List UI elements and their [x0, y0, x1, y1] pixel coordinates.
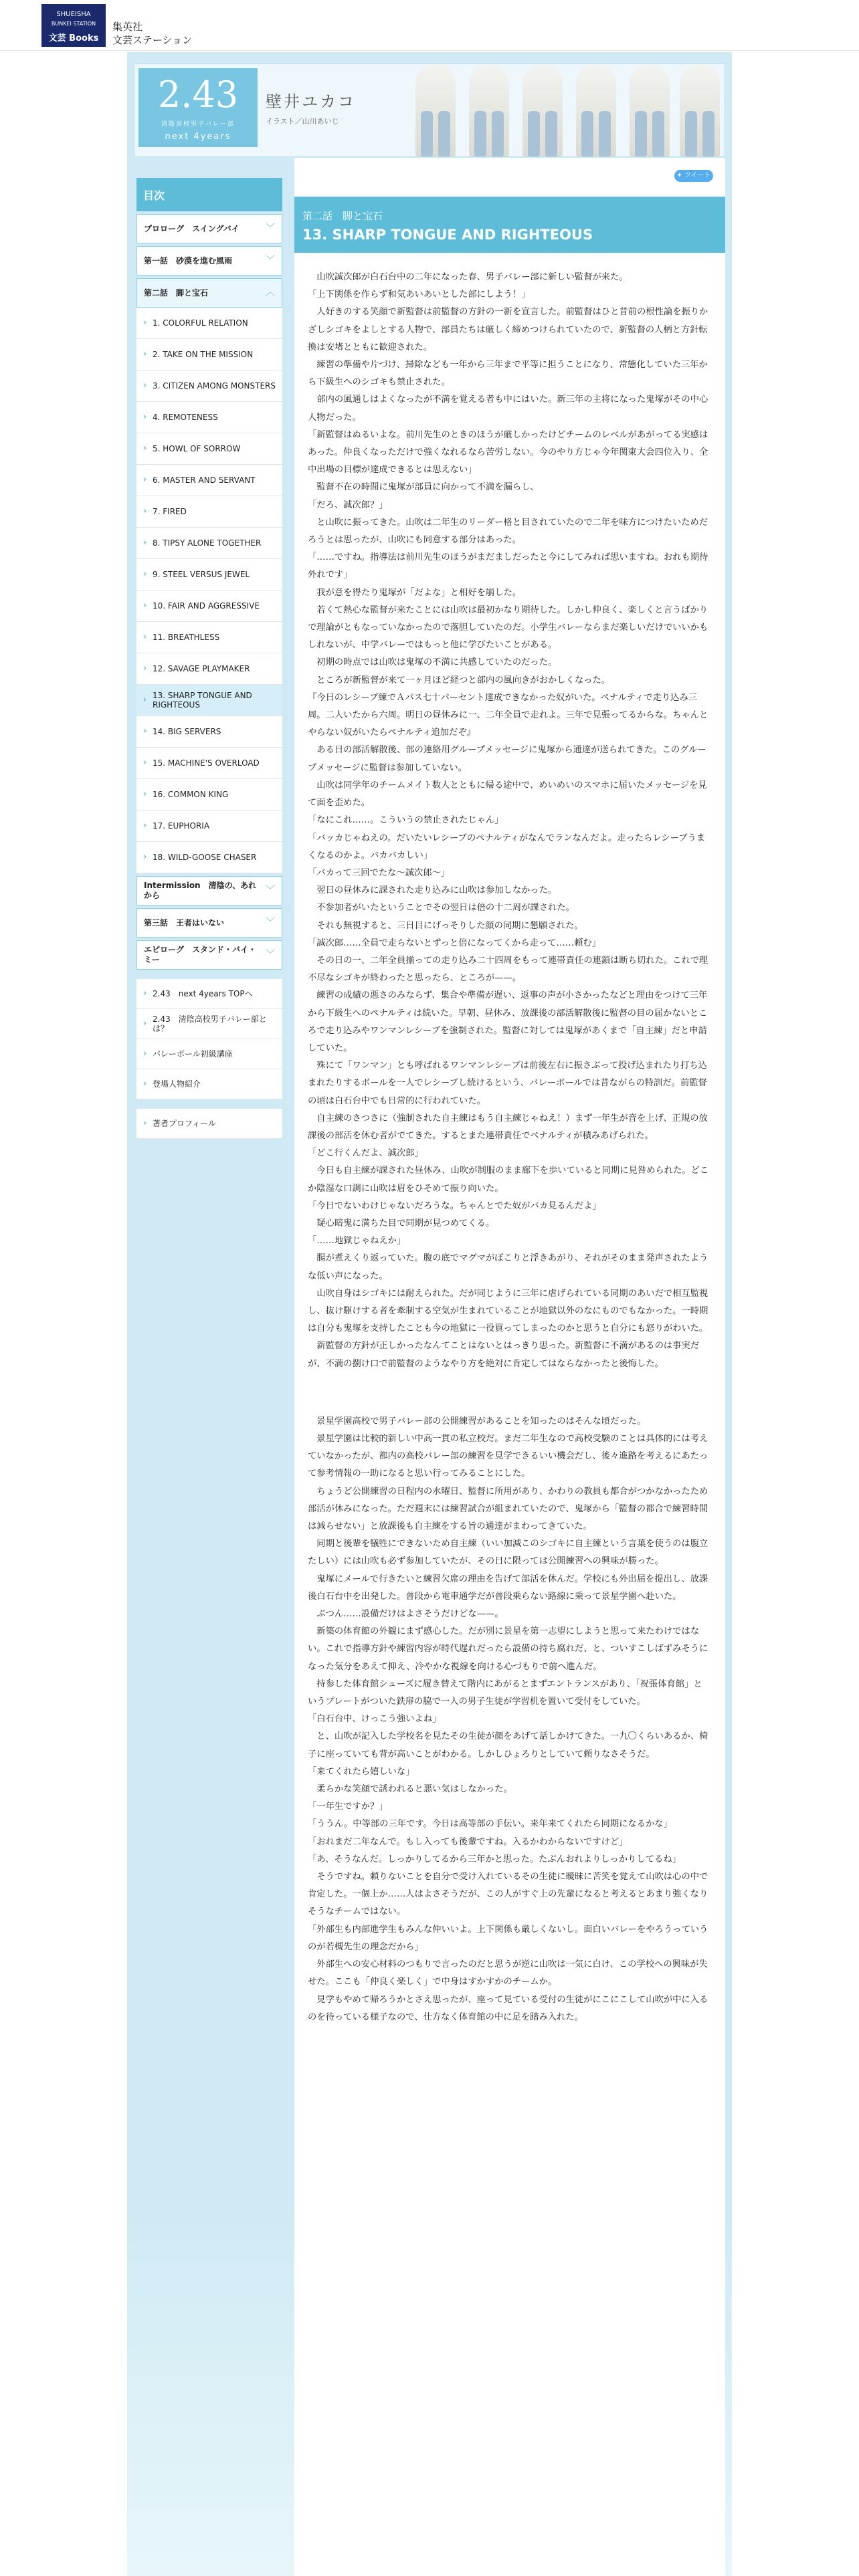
body-paragraph: 『今日のレシーブ練でＡパス七十パーセント達成できなかった奴がいた。ペナルティで走り込み三周。二人いたから六周。明日の昼休みに一、二年全員で走れよ。三年で見張ってるからな。ちゃんとやらない奴がいたらペナルティ追加だぞ』 — [308, 692, 708, 738]
chevron-right-icon: › — [143, 1049, 147, 1059]
toc-episode-item[interactable] — [136, 748, 282, 779]
body-paragraph: 同期と後輩を犠牲にできないため自主練（いい加減このシゴキに自主練という言葉を使うのは腹立たしい）には山吹も必ず参加していたが、その日に限っては公開練習への興味が勝った。 — [308, 1539, 708, 1567]
body-paragraph: 「白石台中、けっこう強いよね」 — [308, 1714, 442, 1725]
body-paragraph: 見学もやめて帰ろうかとさえ思ったが、座って見ている受付の生徒がにこにこして山吹が中に入るのを待っている様子なので、仕方なく体育館の中に足を踏み入れた。 — [308, 1994, 708, 2022]
toc-heading: 目次 — [136, 178, 282, 211]
chevron-right-icon: › — [143, 412, 147, 422]
profile-box — [136, 1109, 282, 1139]
logo-text-sub: BUNKEI STATION — [51, 21, 96, 27]
chevron-right-icon: › — [143, 988, 147, 998]
banner-figure — [469, 64, 509, 157]
body-paragraph: 我が意を得たり鬼塚が「だよな」と相好を崩した。 — [308, 587, 522, 598]
twitter-icon: ✦ — [676, 172, 682, 179]
chevron-right-icon: › — [143, 789, 147, 799]
body-paragraph: そうですね。頼りないことを自分で受け入れているその生徒に曖昧に苦笑を覚えて山吹は心の中で肯定した。一個上か……人はよさそうだが、この人がすぐ上の先輩になると考えるとあまり強くなりそうなチームではない。 — [308, 1872, 708, 1917]
toc-section-0[interactable] — [136, 214, 282, 243]
body-paragraph: 人好きのする笑顔で新監督は前監督の方針の一新を宣言した。前監督はひと昔前の根性論を振りかざしシゴキをよしとする人物で、部員たちは厳しく締めつけられていたので、新監督の人柄と方針転換は安堵とともに歓迎された。 — [308, 307, 708, 352]
toc-episode-label: 8. TIPSY ALONE TOGETHER — [153, 538, 262, 548]
toc-episode-label: 13. SHARP TONGUE AND RIGHTEOUS — [153, 691, 252, 710]
banner-figure — [522, 64, 563, 157]
toc-episode-label: 11. BREATHLESS — [153, 633, 220, 642]
toc-episode-item[interactable] — [136, 402, 282, 433]
toc-episode-item[interactable] — [136, 685, 282, 716]
toc-sections-after — [136, 876, 282, 970]
body-paragraph: 「一年生ですか？」 — [308, 1802, 388, 1812]
toc-episode-item[interactable] — [136, 811, 282, 842]
toc-episode-item[interactable] — [136, 716, 282, 748]
toc-section-2[interactable] — [136, 278, 282, 308]
body-paragraph: 「新監督はぬるいよな。前川先生のときのほうが厳しかったけどチームのレベルがあがってる実感はあった。仲良くなっただけで強くなれるなら苦労しない。今のやり方じゃ今年関東大会四位入り、全中出場の目標が達成できるとは思えない」 — [308, 429, 708, 475]
side-links — [136, 979, 282, 1099]
toc-episode-item[interactable] — [136, 779, 282, 811]
toc-episode-label: 6. MASTER AND SERVANT — [153, 475, 256, 485]
body-paragraph: 「バカって三回でたな〜誠次郎〜」 — [308, 867, 450, 878]
chapter-title: 13. SHARP TONGUE AND RIGHTEOUS — [302, 227, 593, 243]
banner-author: 壁井ユカコ — [266, 92, 356, 111]
logo-text-top: SHUEISHA — [56, 11, 91, 18]
logo-text-bottom: 文芸 Books — [48, 33, 99, 43]
chapter-number: 第二話 脚と宝石 — [302, 210, 383, 222]
body-paragraph: 初期の時点では山吹は鬼塚の不満に共感していたのだった。 — [308, 657, 557, 668]
toc-sections — [136, 214, 282, 308]
banner-author-box — [266, 70, 373, 148]
body-paragraph: 「なにこれ……。こういうの禁止されたじゃん」 — [308, 815, 504, 826]
chevron-right-icon: › — [143, 318, 147, 328]
story-body — [308, 269, 709, 2563]
chapter-header — [294, 197, 725, 253]
body-paragraph: 「あ、そうなんだ。しっかりしてるから三年かと思った。たぶんおれよりしっかりしてるね」 — [308, 1854, 681, 1864]
banner-illustrator: イラスト／山川あいじ — [266, 117, 339, 126]
body-paragraph: 自主練のさつさに（強制された自主練はもう自主練じゃねえ！）まず一年生が音を上げ、正規の放課後の部活を休む者がでてきた。するとまた連帯責任でペナルティが積みあげられた。 — [308, 1113, 708, 1141]
body-paragraph: その日の一、二年全員揃っての走り込み二十四周をもって連帯責任の連鎖は断ち切れた。これで理不尽なシゴキが終わったと思ったら、ところが——。 — [308, 955, 708, 984]
body-paragraph: 山吹は同学年のチームメイト数人とともに帰る途中で、めいめいのスマホに届いたメッセージを見て面を歪めた。 — [308, 780, 707, 809]
chevron-right-icon: › — [143, 726, 147, 736]
chevron-down-icon: ﹀ — [266, 949, 275, 960]
body-paragraph: 練習の準備や片づけ、掃除なども一年から三年まで平等に担うことになり、常態化していた三年から下級生へのシゴキも禁止された。 — [308, 360, 708, 388]
chevron-right-icon: › — [143, 443, 147, 453]
body-paragraph: 今日も自主練が課された昼休み、山吹が制服のまま廊下を歩いていると同期に見咎められた。どこか陰湿な口調に山吹は眉をひそめて振り向いた。 — [308, 1166, 709, 1194]
chevron-down-icon: ﹀ — [266, 223, 275, 234]
toc-episode-item[interactable] — [136, 308, 282, 339]
body-paragraph: 殊にて「ワンマン」とも呼ばれるワンマンレシーブは前後左右に振さぶって投げ込まれたり打ち込まれたりするボールを一人でレシーブし続けるという、バレーボールでは昔ながらの特訓だ。前監督の頃は白石台中でも日常的に行われていた。 — [308, 1061, 708, 1106]
body-paragraph: 「おれまだ二年なんで。もし入っても後輩ですね。入るかわからないですけど」 — [308, 1836, 628, 1847]
chevron-up-icon: ︿ — [266, 287, 275, 298]
chevron-down-icon: ﹀ — [266, 255, 275, 266]
banner-figure — [680, 64, 720, 157]
toc-episode-item[interactable] — [136, 496, 282, 528]
author-profile-link[interactable] — [136, 1109, 282, 1139]
body-paragraph: 外部生への安心材料のつもりで言ったのだと思うが逆に山吹は一気に白け、この学校への興味が失せた。ここも「仲良く楽しく」で中身はすかすかのチームか。 — [308, 1959, 708, 1988]
body-paragraph: と山吹に振ってきた。山吹は二年生のリーダー格と目されていたので二年を味方につけたいためだろうとは思ったが、山吹にも同意する部分はあった。 — [308, 517, 708, 546]
toc-section-label: 第三話 王者はいない — [144, 918, 225, 928]
toc-section-1[interactable] — [136, 246, 282, 276]
chevron-right-icon: › — [143, 506, 147, 516]
toc-section-label: エピローグ スタンド・バイ・ミー — [144, 945, 257, 964]
side-link-item[interactable] — [136, 1039, 282, 1069]
chevron-right-icon: › — [143, 1018, 147, 1029]
chevron-down-icon: ﹀ — [266, 917, 275, 928]
body-paragraph: 翌日の昼休みに課された走り込みに山吹は参加しなかった。 — [308, 885, 557, 896]
body-paragraph: 練習の成績の悪さのみならず、集合や準備が遅い、返事の声が小さかったなどと理由をつけて三年から下級生へのペナルティは続いた。早朝、昼休み、放課後の部活解散後に監督の目の届かないところで走り込みやワンマンレシーブを強制された。監督に対しては鬼塚があくまで「自主練」だと申請していた。 — [308, 990, 708, 1053]
chevron-right-icon: › — [143, 381, 147, 391]
body-paragraph: 「誠次郎……全員で走らないとずっと倍になってくから走って……頼む」 — [308, 938, 601, 948]
toc-episode-label: 1. COLORFUL RELATION — [153, 318, 248, 328]
body-paragraph: 監督不在の時間に鬼塚が部員に向かって不満を漏らし、 — [308, 482, 539, 493]
banner-title-box — [138, 68, 258, 147]
site-name-line1: 集英社 — [112, 21, 143, 33]
side-link-item[interactable] — [136, 1069, 282, 1099]
chevron-right-icon: › — [143, 475, 147, 485]
toc-episode-label: 7. FIRED — [153, 507, 187, 516]
body-paragraph: と、山吹が記入した学校名を見たその生徒が顔をあげて話しかけてきた。一九〇くらいあるか、椅子に座っていても背が高いことがわかる。しかしひょろりとしていて頼りなさそうだ。 — [308, 1731, 708, 1759]
toc-episode-item[interactable] — [136, 433, 282, 465]
chevron-right-icon: › — [143, 632, 147, 642]
body-paragraph: 若くて熱心な監督が来たことには山吹は最初かなり期待した。しかし仲良く、楽しくと言うばかりで理論がともなっていなかったので落胆していたのだ。小学生バレーならまだ楽しいだけでいいかもしれないが、中学バレーではもっと他に学びたいことがある。 — [308, 605, 708, 651]
body-paragraph: 景星学園は比較的新しい中高一貫の私立校だ。まだ二年生なので高校受験のことは具体的には考えていなかったが、都内の高校バレー部の練習を見学できるいい機会だし、後々進路を考えるにあたって参考情報の一助になると思い行ってみることにした。 — [308, 1434, 708, 1479]
series-banner[interactable] — [134, 64, 725, 157]
site-name-line2: 文芸ステーション — [112, 34, 193, 46]
chevron-right-icon: › — [143, 569, 147, 579]
toc-section-label: プロローグ スイングバイ — [144, 223, 240, 233]
side-link-item[interactable] — [136, 979, 282, 1009]
body-paragraph: ちょうど公開練習の日程内の水曜日、監督に所用があり、かわりの教員も都合がつかなかったため部活が休みになった。ただ週末には練習試合が組まれていたので、鬼塚から「監督の都合で練習時間は減らせない」と放課後も自主練をする旨の通達がまわってきていた。 — [308, 1486, 708, 1532]
body-paragraph: 「どこ行くんだよ、誠次郎」 — [308, 1148, 423, 1159]
body-paragraph: 不参加者がいたということでその翌日は倍の十二周が課された。 — [308, 903, 575, 914]
body-paragraph: 柔らかな笑顔で誘われると悪い気はしなかった。 — [308, 1784, 512, 1795]
author-profile-link-label: 著者プロフィール — [153, 1119, 216, 1128]
body-paragraph: 「……地獄じゃねえか」 — [308, 1236, 406, 1247]
body-paragraph: 山吹自身はシゴキには耐えられた。だが同じように三年に虐げられている同期のあいだで相互監視し、抜け駆けする者を牽制する空気が生まれていることが地獄以外のなにものでもなかった。一時期は自分も鬼塚を支持したことも今の地獄に一役買ってしまったのかと思うと自分にも怒りがわいた。 — [308, 1288, 708, 1334]
body-paragraph: 腸が煮えくり返っていた。腹の底でマグマがぼこりと浮きあがり、それがそのまま発声されたような低い声になった。 — [308, 1253, 708, 1281]
chevron-right-icon: › — [143, 695, 147, 705]
body-paragraph: 「外部生も内部進学生もみんな仲いいよ。上下関係も厳しくないし。面白いバレーをやろうっていうのが若槻先生の理念だから」 — [308, 1924, 708, 1952]
banner-title: 2.43 — [157, 74, 239, 116]
body-paragraph: 新築の体育館の外観にまず感心した。だが別に景星を第一志望にしようと思って来たわけではない。これで指導方針や練習内容が時代遅れだったら設備の持ち腐れだ、と、ついすこしばずみそうになった気分をあえて抑え、冷やかな視線を向ける心づもりで前へ進んだ。 — [308, 1626, 708, 1672]
site-name[interactable] — [112, 20, 192, 47]
chevron-right-icon: › — [143, 758, 147, 768]
chevron-right-icon: › — [143, 852, 147, 862]
toc-section-after-1[interactable] — [136, 908, 282, 938]
toc-episode-label: 16. COMMON KING — [153, 790, 229, 799]
toc-episode-label: 18. WILD-GOOSE CHASER — [153, 853, 257, 862]
toc-episode-item[interactable] — [136, 653, 282, 685]
toc-episode-label: 12. SAVAGE PLAYMAKER — [153, 664, 250, 673]
chevron-down-icon: ﹀ — [266, 885, 275, 896]
tweet-button-label: ツイート — [684, 172, 711, 179]
body-paragraph: 鬼塚にメールで行きたいと練習欠席の理由を告げて部活を休んだ。学校にも外出届を提出し、放課後白石台中を出発した。普段から電車通学だが普段乗らない路線に乗って景星学園へ赴いた。 — [308, 1574, 708, 1602]
side-link-label: 2.43 next 4years TOPへ — [153, 989, 253, 998]
toc-episode-item[interactable] — [136, 370, 282, 402]
body-paragraph: 部内の風通しはよくなったが不満を覚える者も中にはいた。新三年の主将になった鬼塚がその中心人物だった。 — [308, 395, 708, 423]
toc-episode-label: 5. HOWL OF SORROW — [153, 444, 241, 453]
body-paragraph: 「来てくれたら嬉しいな」 — [308, 1766, 415, 1777]
body-paragraph: 「だろ、誠次郎？」 — [308, 500, 388, 510]
toc-episode-item[interactable] — [136, 622, 282, 653]
toc-section-label: 第一話 砂漠を進む風雨 — [144, 255, 233, 265]
body-paragraph: 「……ですね。指導法は前川先生のほうがまだましだったと今にしてみれば思いますね。おれも期待外れです」 — [308, 552, 708, 580]
side-link-item[interactable] — [136, 1009, 282, 1039]
toc-episode-item[interactable] — [136, 339, 282, 370]
toc-episode-label: 15. MACHINE'S OVERLOAD — [153, 758, 260, 768]
banner-figure — [415, 64, 456, 157]
section-break — [308, 1373, 709, 1413]
body-paragraph: 「ううん。中等部の三年です。今日は高等部の手伝い。来年来てくれたら同期になるかな」 — [308, 1819, 672, 1830]
body-paragraph: それも無視すると、三日目にげっそりした顔の同期に懇願された。 — [308, 920, 583, 931]
body-paragraph: ところが新監督が来て一ヶ月ほど経つと部内の風向きがおかしくなった。 — [308, 675, 611, 685]
site-logo[interactable] — [41, 4, 106, 47]
site-header — [0, 0, 859, 51]
toc-section-after-2[interactable] — [136, 940, 282, 970]
banner-figure — [576, 64, 616, 157]
main-content — [294, 158, 725, 2576]
chevron-right-icon: › — [143, 1118, 147, 1128]
body-paragraph: 「今日でないわけじゃないだろうな。ちゃんとでた奴がバカ見るんだよ」 — [308, 1200, 601, 1211]
body-paragraph: ある日の部活解散後、部の連絡用グループメッセージに鬼塚から通達が送られてきた。このグループメッセージに監督は参加していない。 — [308, 745, 706, 773]
toc-section-label: Intermission 清陰の、あれから — [144, 881, 257, 900]
body-paragraph: 新監督の方針が正しかったなんてことはないとはっきり思った。新監督に不満があるのは事実だが、不満の捌け口で前監督のようなやり方を絶対に肯定してはならなかったと後悔した。 — [308, 1341, 700, 1369]
toc-episode-label: 14. BIG SERVERS — [153, 727, 221, 736]
toc-episode-list — [136, 308, 282, 873]
body-paragraph: ぶつん……設備だけはよさそうだけどな——。 — [308, 1609, 504, 1620]
body-paragraph: 疑心暗鬼に満ちた目で同期が見つめてくる。 — [308, 1218, 495, 1228]
toc-episode-item[interactable] — [136, 528, 282, 559]
body-paragraph: 山吹誠次郎が白石台中の二年になった春、男子バレー部に新しい監督が来た。 — [308, 272, 628, 282]
toc-episode-label: 10. FAIR AND AGGRESSIVE — [153, 601, 260, 611]
tweet-button[interactable] — [674, 170, 713, 182]
toc-episode-label: 4. REMOTENESS — [153, 413, 218, 422]
body-paragraph: 持参した体育館シューズに履き替えて階内にあがるとまずエントランスがあり、「祝張体育館」というプレートがついた鉄扉の脇で一人の男子生徒が学習机を置いて受付をしていた。 — [308, 1679, 702, 1707]
body-paragraph: 「バッカじゃねえの。だいたいレシーブのペナルティがなんでランなんだよ。走ったらレシーブうまくなるのかよ。バカバカしい」 — [308, 833, 706, 861]
toc-episode-label: 17. EUPHORIA — [153, 821, 210, 831]
side-link-label: 登場人物紹介 — [153, 1079, 201, 1089]
chevron-right-icon: › — [143, 663, 147, 673]
chevron-right-icon: › — [143, 601, 147, 611]
toc-episode-item[interactable] — [136, 842, 282, 873]
toc-episode-label: 9. STEEL VERSUS JEWEL — [153, 570, 250, 579]
chevron-right-icon: › — [143, 1079, 147, 1089]
sidebar — [136, 178, 282, 1139]
toc-episode-label: 3. CITIZEN AMONG MONSTERS — [153, 381, 276, 391]
toc-section-label: 第二話 脚と宝石 — [144, 288, 209, 298]
toc-episode-item[interactable] — [136, 465, 282, 496]
banner-subtitle: 清陰高校男子バレー部 — [161, 121, 235, 128]
toc-episode-item[interactable] — [136, 591, 282, 622]
chevron-right-icon: › — [143, 349, 147, 359]
banner-figure — [630, 64, 670, 157]
banner-next-label: next 4years — [165, 132, 231, 142]
side-link-label: バレーボール初級講座 — [153, 1049, 233, 1059]
chevron-right-icon: › — [143, 538, 147, 548]
toc-section-after-0[interactable] — [136, 876, 282, 905]
chevron-right-icon: › — [143, 821, 147, 831]
toc-episode-label: 2. TAKE ON THE MISSION — [153, 350, 254, 359]
body-paragraph: 景星学園高校で男子バレー部の公開練習があることを知ったのはそんな頃だった。 — [308, 1416, 646, 1426]
side-link-label: 2.43 清陰高校男子バレー部とは？ — [153, 1014, 267, 1033]
body-paragraph: 「上下関係を作らず和気あいあいとした部にしよう！」 — [308, 290, 531, 300]
toc-episode-item[interactable] — [136, 559, 282, 591]
